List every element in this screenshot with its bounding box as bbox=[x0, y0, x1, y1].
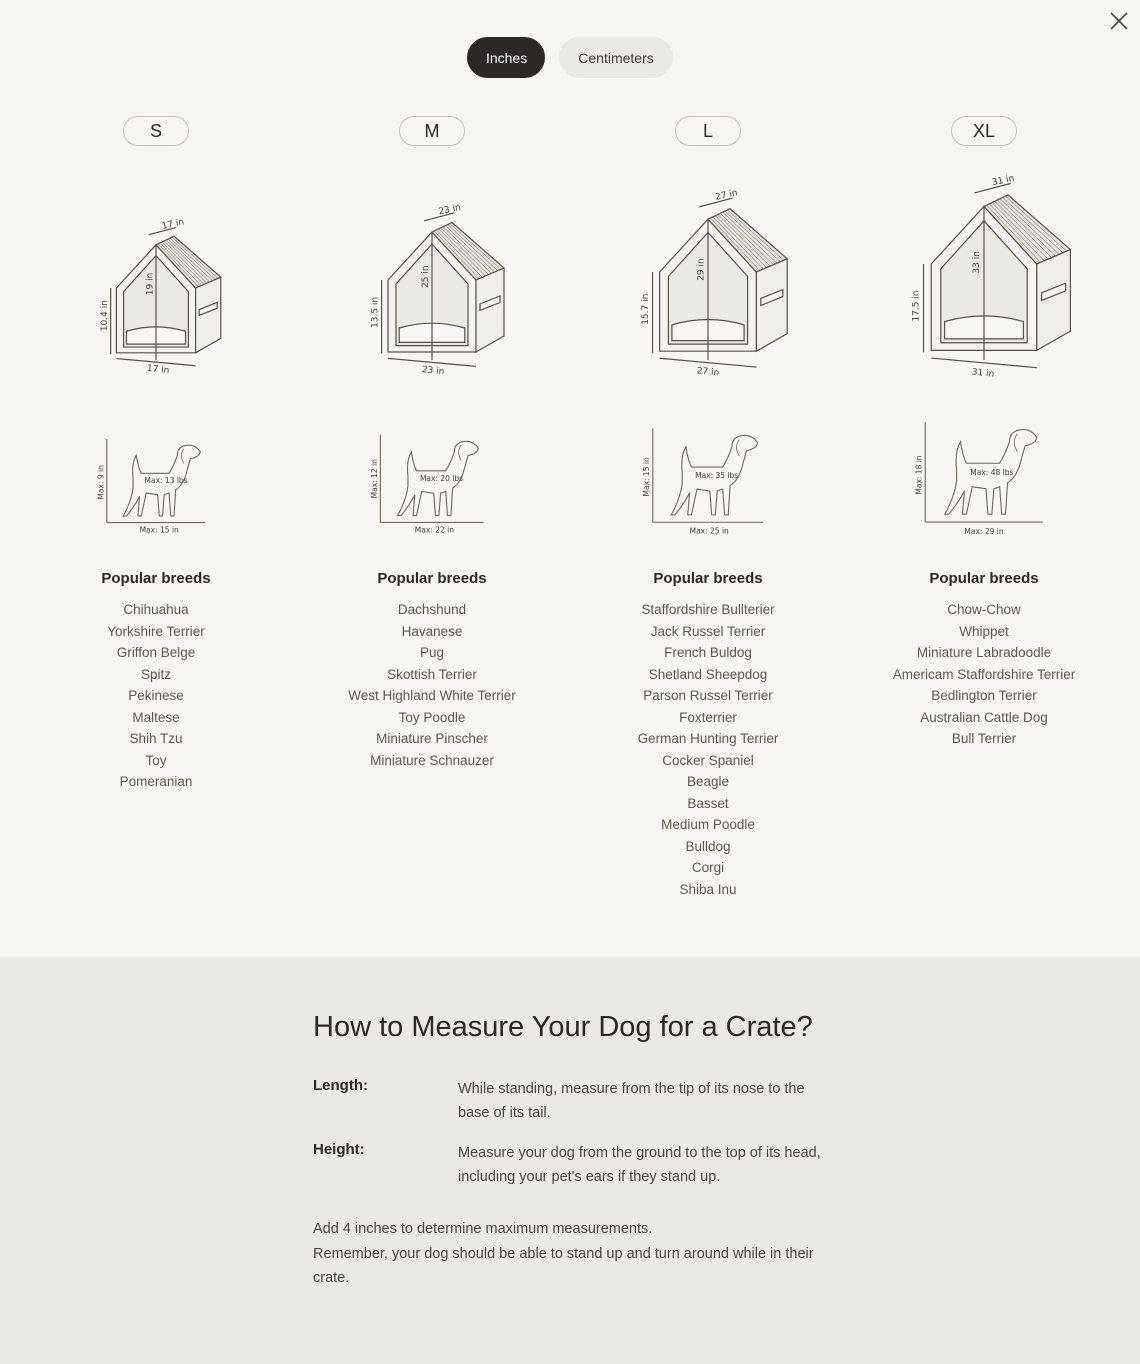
breed-item: Havanese bbox=[401, 623, 463, 639]
breed-list bbox=[18, 599, 294, 793]
crate-side-height-label: 15.7 in bbox=[641, 293, 652, 325]
breed-item: Americam Staffordshire Terrier bbox=[892, 666, 1076, 682]
breed-item: Shiba Inu bbox=[679, 881, 737, 897]
crate-top-width-label: 17 in bbox=[161, 217, 186, 232]
crate-height-label: 25 in bbox=[421, 265, 431, 288]
dog-length-label: Max: 25 in bbox=[689, 526, 729, 535]
dog-height-label: Max: 15 in bbox=[642, 457, 652, 497]
dog-weight-label: Max: 20 lbs bbox=[419, 474, 464, 484]
crate-side-height-label: 13.5 in bbox=[370, 296, 381, 328]
size-column-m bbox=[294, 0, 570, 956]
dog-length-label: Max: 22 in bbox=[414, 525, 454, 535]
breed-item: Jack Russel Terrier bbox=[650, 623, 766, 639]
breed-item: Dachshund bbox=[397, 602, 467, 617]
size-column-l bbox=[570, 0, 846, 956]
dog-illustration bbox=[294, 405, 570, 535]
length-label: Length: bbox=[313, 1077, 368, 1094]
breed-item: Bull Terrier bbox=[951, 731, 1017, 746]
breed-item: Chihuahua bbox=[123, 602, 189, 617]
breed-item: Yorkshire Terrier bbox=[107, 623, 205, 639]
size-badge: XL bbox=[951, 116, 1017, 146]
crate-bottom-width-label: 23 in bbox=[421, 365, 445, 378]
dog-length-label: Max: 29 in bbox=[964, 526, 1004, 535]
crate-top-width-label: 27 in bbox=[714, 188, 739, 203]
breed-item: Spitz bbox=[140, 666, 171, 682]
breed-item: Whippet bbox=[959, 623, 1009, 639]
crate-height-label: 19 in bbox=[145, 272, 156, 296]
crate-bottom-width-label: 27 in bbox=[696, 366, 720, 379]
breed-item: Australian Cattle Dog bbox=[920, 709, 1048, 725]
crate-illustration bbox=[846, 160, 1122, 390]
breed-item: Cocker Spaniel bbox=[662, 752, 754, 768]
dog-weight-label: Max: 13 lbs bbox=[144, 476, 188, 486]
height-text: Measure your dog from the ground to the top of its head, including your pet's ears if they stand up. bbox=[458, 1145, 821, 1185]
breed-item: Pug bbox=[419, 645, 445, 660]
breed-item: Shih Tzu bbox=[129, 731, 183, 746]
note-line-2: Remember, your dog should be able to stand up and turn around while in their crate. bbox=[313, 1245, 814, 1286]
size-badge: M bbox=[399, 116, 465, 146]
popular-breeds-title: Popular breeds bbox=[101, 570, 211, 587]
crate-bottom-width-label: 17 in bbox=[146, 363, 170, 377]
breed-item: Miniature Schnauzer bbox=[370, 752, 494, 768]
dog-length-label: Max: 15 in bbox=[139, 525, 179, 535]
dog-illustration bbox=[18, 405, 294, 535]
breed-item: Chow-Chow bbox=[947, 602, 1021, 617]
length-text: While standing, measure from the tip of its nose to the base of its tail. bbox=[458, 1081, 805, 1121]
crate-side-height-label: 17.5 in bbox=[911, 290, 922, 322]
breed-item: Medium Poodle bbox=[661, 817, 755, 832]
dog-weight-label: Max: 35 lbs bbox=[695, 471, 739, 481]
dog-illustration bbox=[846, 405, 1122, 535]
centimeters-button[interactable]: Centimeters bbox=[559, 37, 673, 78]
breed-item: Corgi bbox=[691, 860, 725, 875]
height-label: Height: bbox=[313, 1141, 365, 1158]
breed-item: Basset bbox=[687, 795, 729, 811]
size-column-s bbox=[18, 0, 294, 956]
crate-height-label: 33 in bbox=[972, 251, 983, 274]
crate-top-width-label: 31 in bbox=[991, 173, 1016, 189]
breed-item: Toy bbox=[145, 752, 167, 768]
size-badge: S bbox=[123, 116, 189, 146]
crate-illustration bbox=[18, 160, 294, 390]
breed-list bbox=[846, 599, 1122, 750]
breed-list bbox=[570, 599, 846, 900]
breed-item: Bedlington Terrier bbox=[931, 688, 1037, 703]
crate-height-label: 29 in bbox=[696, 258, 707, 281]
breed-item: Skottish Terrier bbox=[387, 666, 477, 682]
breed-item: West Highland White Terrier bbox=[348, 688, 516, 703]
size-column-xl bbox=[846, 0, 1122, 956]
dog-illustration bbox=[570, 405, 846, 535]
size-badge: L bbox=[675, 116, 741, 146]
dog-weight-label: Max: 48 lbs bbox=[970, 468, 1014, 478]
measure-guide-section bbox=[0, 957, 1140, 1364]
inches-button[interactable]: Inches bbox=[467, 37, 545, 78]
breed-item: Griffon Belge bbox=[116, 645, 196, 660]
breed-item: Foxterrier bbox=[679, 709, 737, 725]
measure-note bbox=[313, 1217, 833, 1291]
popular-breeds-title: Popular breeds bbox=[929, 570, 1039, 587]
breed-item: Beagle bbox=[686, 774, 730, 789]
crate-bottom-width-label: 31 in bbox=[971, 367, 995, 380]
crate-side-height-label: 10.4 in bbox=[100, 300, 111, 332]
breed-item: Miniature Labradoodle bbox=[916, 645, 1052, 660]
breed-item: Shetland Sheepdog bbox=[648, 666, 768, 682]
breed-item: Toy Poodle bbox=[398, 709, 466, 725]
breed-item: Miniature Pinscher bbox=[376, 731, 488, 746]
popular-breeds-title: Popular breeds bbox=[377, 570, 487, 587]
crate-illustration bbox=[294, 160, 570, 390]
breed-item: French Buldog bbox=[664, 645, 752, 660]
popular-breeds-title: Popular breeds bbox=[653, 570, 763, 587]
dog-height-label: Max: 9 in bbox=[96, 465, 106, 500]
breed-item: Parson Russel Terrier bbox=[643, 688, 773, 703]
breed-item: Staffordshire Bullterier bbox=[641, 602, 775, 617]
breed-item: Bulldog bbox=[685, 838, 731, 854]
breed-item: German Hunting Terrier bbox=[637, 731, 779, 746]
breed-item: Pekinese bbox=[128, 688, 184, 703]
dog-height-label: Max: 18 in bbox=[914, 455, 924, 495]
note-line-1: Add 4 inches to determine maximum measurements. bbox=[313, 1221, 653, 1237]
crate-top-width-label: 23 in bbox=[437, 202, 462, 218]
breed-item: Maltese bbox=[132, 709, 180, 725]
dog-height-label: Max: 12 in bbox=[369, 459, 379, 499]
breed-item: Pomeranian bbox=[119, 774, 193, 789]
measure-title: How to Measure Your Dog for a Crate? bbox=[313, 1011, 813, 1043]
crate-illustration bbox=[570, 160, 846, 390]
breed-list bbox=[294, 599, 570, 771]
